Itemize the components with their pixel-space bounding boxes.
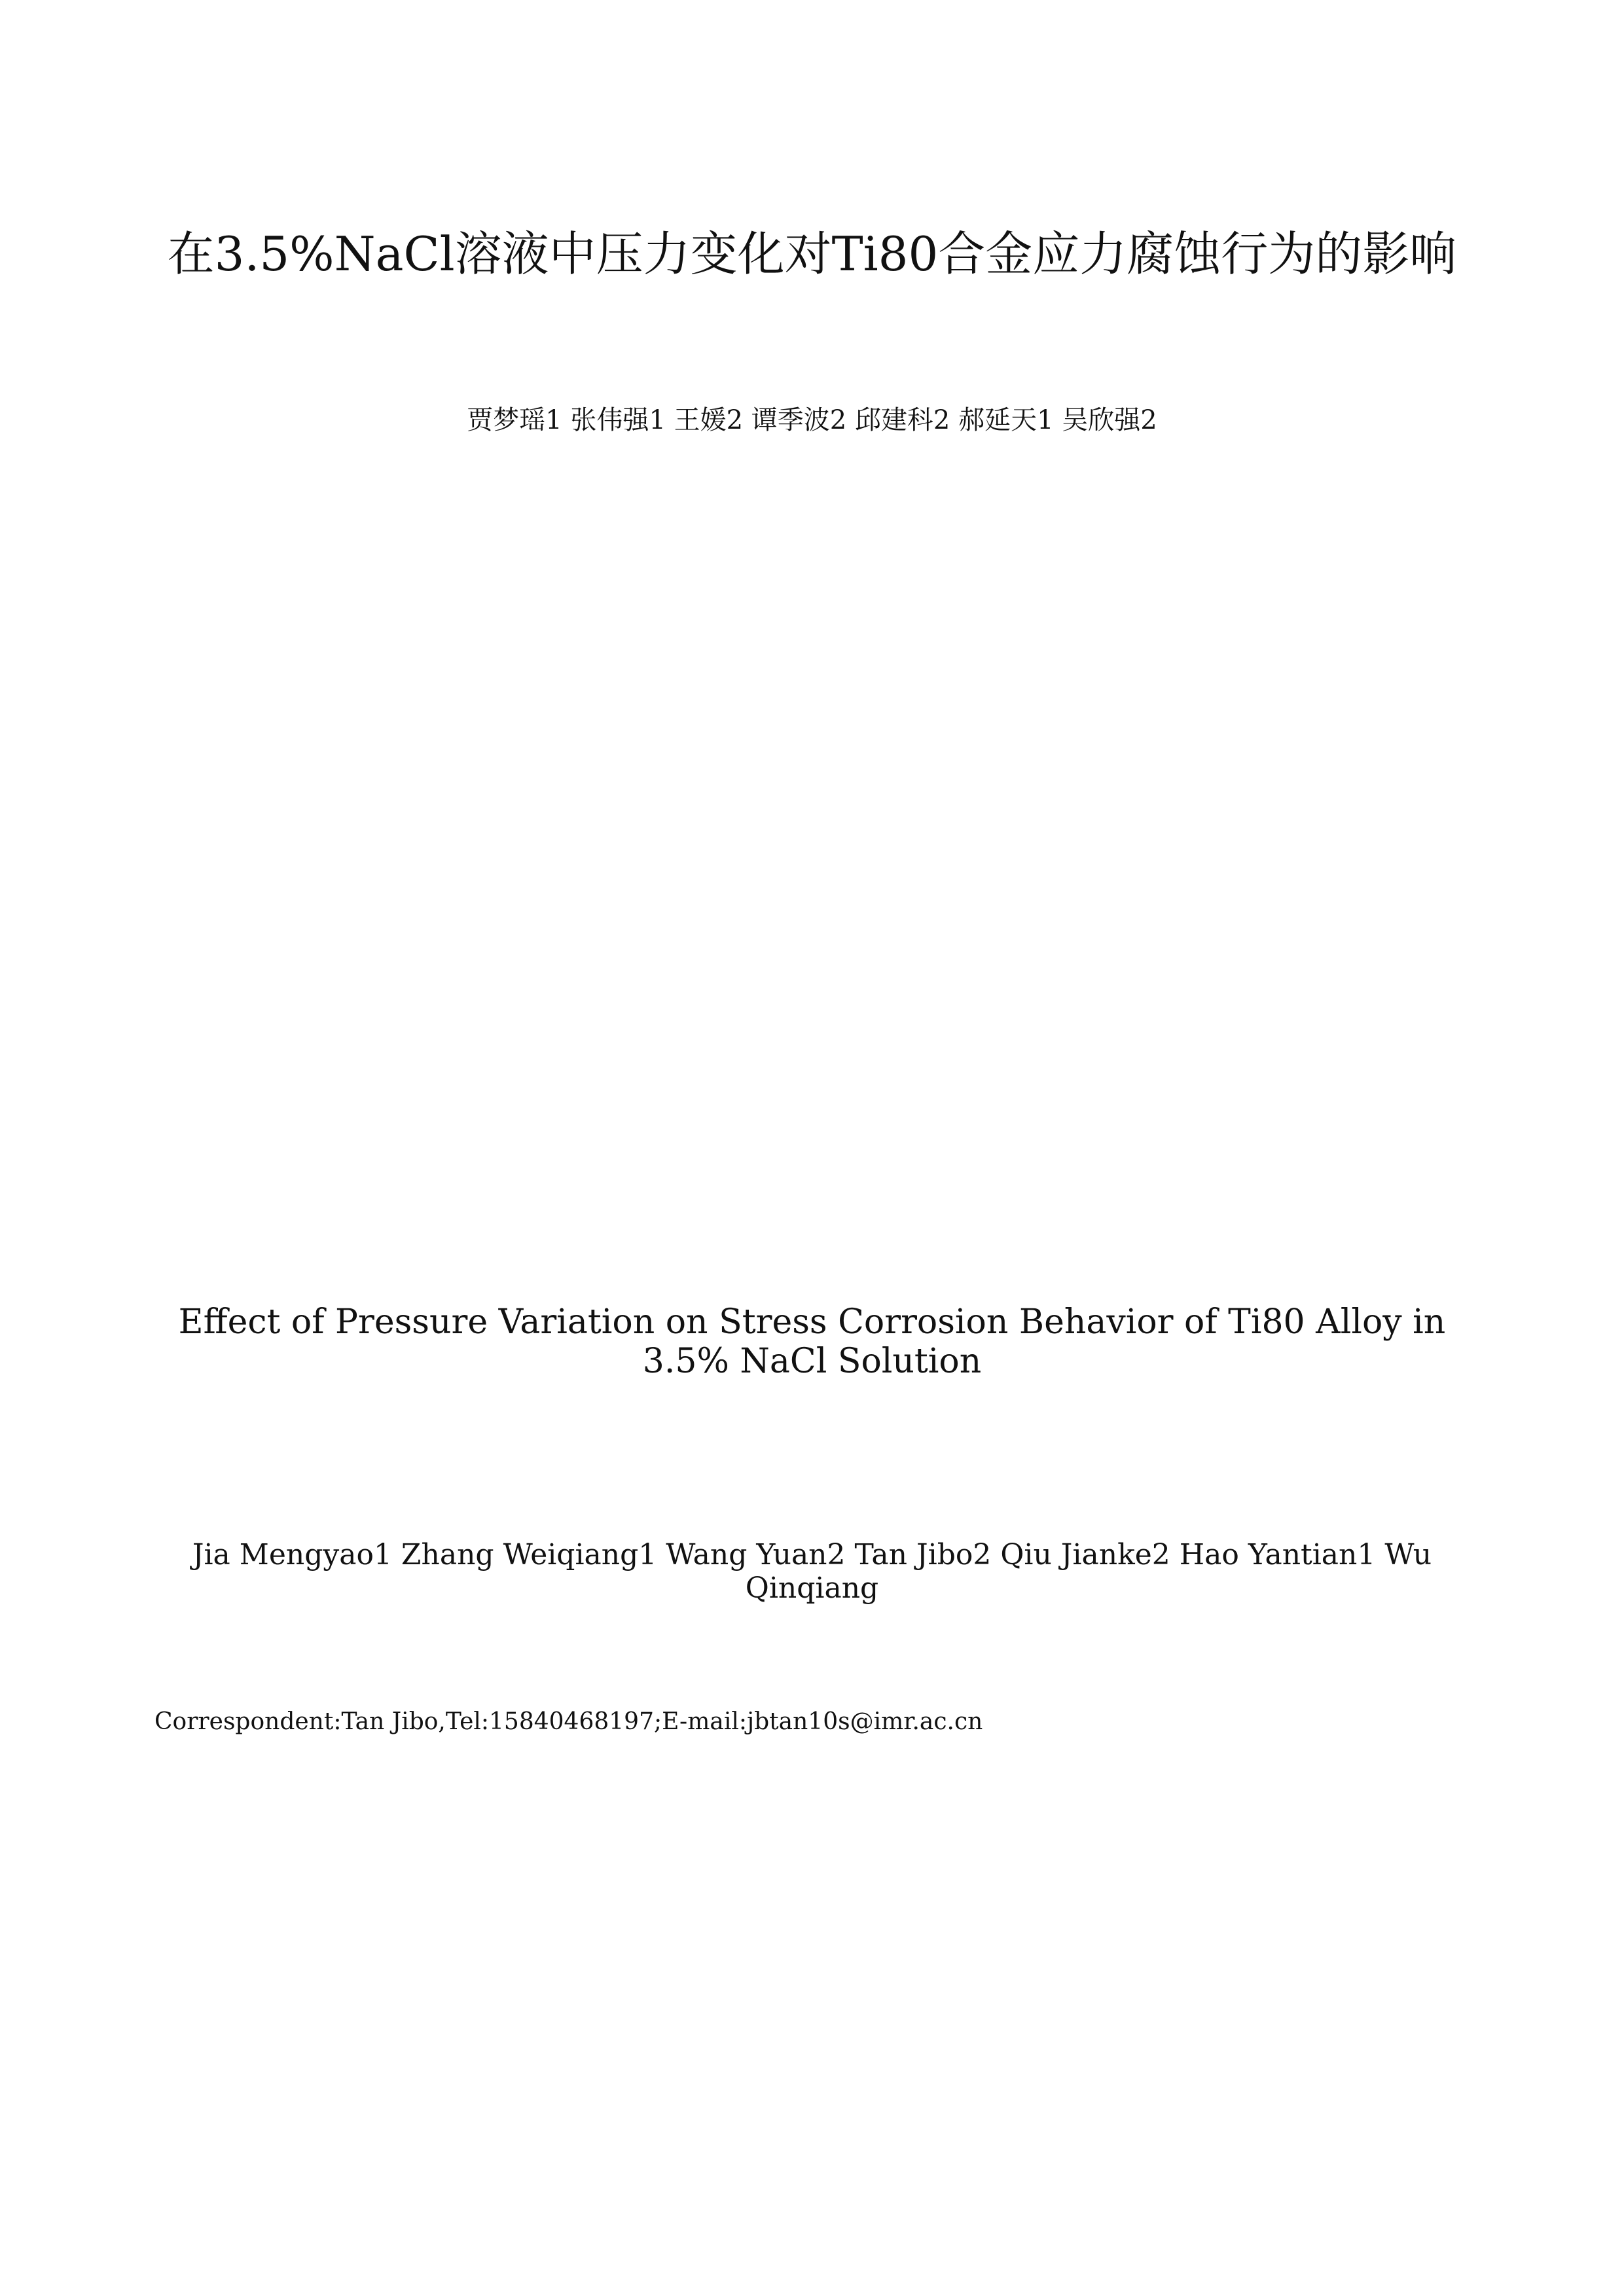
correspondent: Correspondent:Tan Jibo,Tel:15840468197;E-mail:jbtan10s@imr.ac.cn xyxy=(154,1708,983,1735)
authors-cn: 贾梦瑶1 张伟强1 王媛2 谭季波2 邱建科2 郝延天1 吴欣强2 xyxy=(467,405,1157,435)
authors-en: Jia Mengyao1 Zhang Weiqiang1 Wang Yuan2 Tan Jibo2 Qiu Jianke2 Hao Yantian1 Wu Qinqiang xyxy=(192,1538,1432,1605)
title-cn: 在3.5%NaCl溶液中压力变化对Ti80合金应力腐蚀行为的影响 xyxy=(167,226,1457,281)
title-en: Effect of Pressure Variation on Stress Corrosion Behavior of Ti80 Alloy in 3.5% NaCl Solution xyxy=(178,1302,1446,1381)
